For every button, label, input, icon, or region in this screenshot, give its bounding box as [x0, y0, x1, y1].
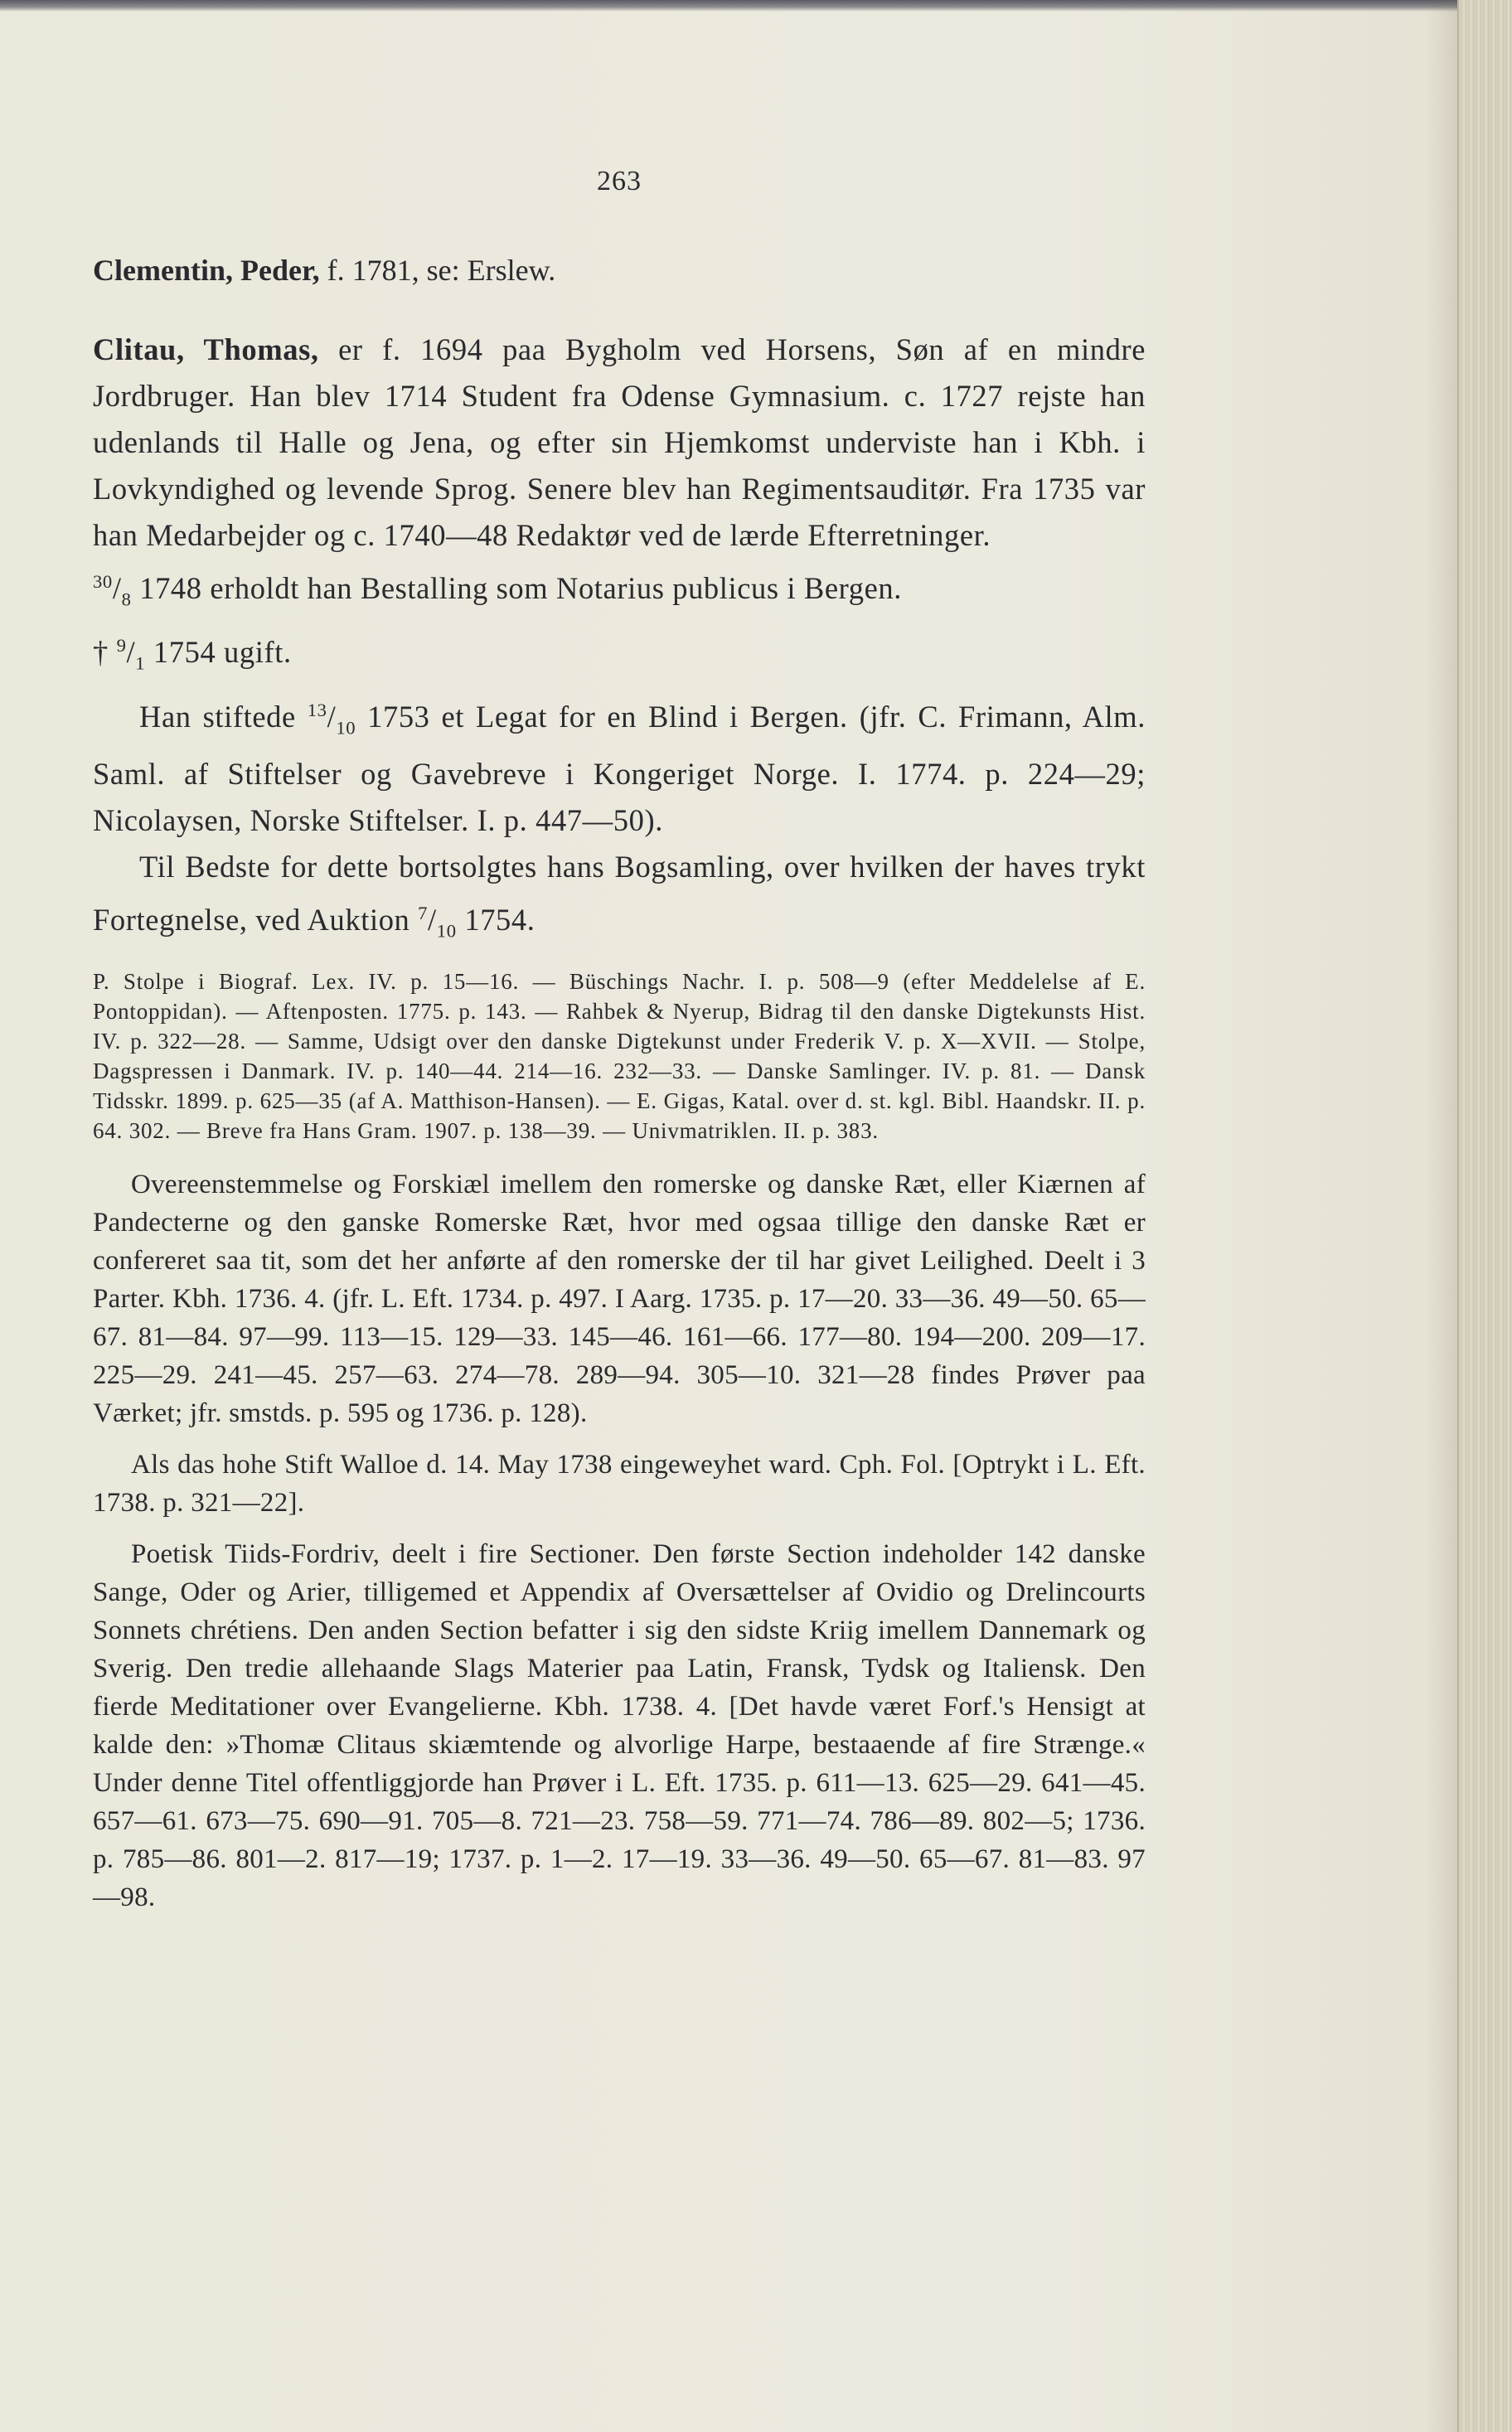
- auction-month: 10: [436, 920, 457, 942]
- clitau-biography: Clitau, Thomas, er f. 1694 paa Bygholm ved Horsens, Søn af en mindre Jordbruger. Han blev 1714 Student fra Odense Gymnasium. c. 1727 rejste han udenlands til Halle og Jena, og efter sin Hjemkomst underviste han i Kbh. i Lovkyndighed og levende Sprog. Senere blev han Regimentsauditør. Fra 1735 var han Medarbejder og c. 1740—48 Redaktør ved de lærde Efterretninger. $^{30}/_8$ 1748 erholdt han Bestalling som Notarius publicus i Bergen. † $^9/_1$ 1754 ugift.: [93, 332, 1146, 674]
- legat-prefix: Han stiftede: [139, 700, 308, 734]
- scan-top-edge: [0, 0, 1459, 12]
- legat-text: 1753 et Legat for en Blind i Bergen. (jfr. C. Frimann, Alm. Saml. af Stiftelser og Gavebreve i Kongeriget Norge. I. 1774. p. 224—29; Nicolaysen, Norske Stiftelser. I. p. 447—50).: [93, 700, 1146, 838]
- legat-paragraph: Han stiftede $^{13}/_{10}$ 1753 et Legat for en Blind i Bergen. (jfr. C. Frimann, Alm. Saml. af Stiftelser og Gavebreve i Kongeriget Norge. I. 1774. p. 224—29; Nicolaysen, Norske Stiftelser. I. p. 447—50).: [93, 699, 1146, 838]
- death-mark: †: [93, 635, 117, 670]
- date-day: 30: [93, 571, 113, 592]
- work-entry: Als das hohe Stift Walloe d. 14. May 1738 eingeweyhet ward. Cph. Fol. [Optrykt i L. Eft. 1738. p. 321—22].: [93, 1449, 1146, 1518]
- entry-name-clitau: Clitau, Thomas,: [93, 332, 319, 366]
- entry-text: f. 1781, se: Erslew.: [319, 254, 556, 287]
- date-month: 8: [121, 589, 132, 610]
- auction-day: 7: [418, 903, 429, 924]
- page-number: 263: [597, 166, 642, 196]
- references: P. Stolpe i Biograf. Lex. IV. p. 15—16. — Büschings Nachr. I. p. 508—9 (efter Meddelelse af E. Pontoppidan). — Aftenposten. 1775. p. 143. — Rahbek & Nyerup, Bidrag til den danske Digtekunsts Hist. IV. p. 322—28. — Samme, Udsigt over den danske Digtekunst under Frederik V. p. X—XVII. — Stolpe, Dagspressen i Danmark. IV. p. 140—44. 214—16. 232—33. — Danske Samlinger. IV. p. 81. — Dansk Tidsskr. 1899. p. 625—35 (af A. Matthison-Hansen). — E. Gigas, Katal. over d. st. kgl. Bibl. Haandskr. II. p. 64. 302. — Breve fra Hans Gram. 1907. p. 138—39. — Univmatriklen. II. p. 383.: [93, 968, 1146, 1143]
- death-day: 9: [116, 635, 127, 656]
- clitau-bestalling-text: 1748 erholdt han Bestalling som Notarius publicus i Bergen.: [131, 571, 902, 606]
- legat-month: 10: [336, 717, 356, 739]
- legat-day: 13: [307, 699, 327, 720]
- document-page: [93, 166, 1146, 1930]
- entry-name: Clementin, Peder,: [93, 254, 320, 287]
- work-entry: Overeenstemmelse og Forskiæl imellem den romerske og danske Ræt, eller Kiærnen af Pandecterne og den ganske Romerske Ræt, hvor med ogsaa tillige den danske Ræt er confereret saa tit, som det her anførte af den romerske der til har givet Leilighed. Deelt i 3 Parter. Kbh. 1736. 4. (jfr. L. Eft. 1734. p. 497. I Aarg. 1735. p. 17—20. 33—36. 49—50. 65—67. 81—84. 97—99. 113—15. 129—33. 145—46. 161—66. 177—80. 194—200. 209—17. 225—29. 241—45. 257—63. 274—78. 289—94. 305—10. 321—28 findes Prøver paa Værket; jfr. smstds. p. 595 og 1736. p. 128).: [93, 1169, 1146, 1428]
- auction-year: 1754.: [456, 903, 536, 937]
- entry-clementin: [93, 247, 1146, 293]
- death-month: 1: [135, 652, 146, 674]
- work-entry: Poetisk Tiids-Fordriv, deelt i fire Sectioner. Den første Section indeholder 142 danske Sange, Oder og Arier, tilligemed et Appendix af Oversættelser af Ovidio og Drelincourts Sonnets chrétiens. Den anden Section befatter i sig den sidste Kriig imellem Dannemark og Sverig. Den tredie allehaande Slags Materier paa Latin, Fransk, Tydsk og Italiensk. Den fierde Meditationer over Evangelierne. Kbh. 1738. 4. [Det havde været Forf.'s Hensigt at kalde den: »Thomæ Clitaus skiæmtende og alvorlige Harpe, bestaaende af fire Strænge.« Under denne Titel offentliggjorde han Prøver i L. Eft. 1735. p. 611—13. 625—29. 641—45. 657—61. 673—75. 690—91. 705—8. 721—23. 758—59. 771—74. 786—89. 802—5; 1736. p. 785—86. 801—2. 817—19; 1737. p. 1—2. 17—19. 33—36. 49—50. 65—67. 81—83. 97—98.: [93, 1538, 1146, 1912]
- death-text: 1754 ugift.: [145, 635, 292, 670]
- auction-text: Til Bedste for dette bortsolgtes hans Bogsamling, over hvilken der haves trykt Fortegnelse, ved Auktion: [93, 850, 1146, 937]
- page-gutter-shadow: [1426, 0, 1459, 2432]
- book-page-edges: [1457, 0, 1512, 2432]
- clitau-bio-text: er f. 1694 paa Bygholm ved Horsens, Søn af en mindre Jordbruger. Han blev 1714 Student fra Odense Gymnasium. c. 1727 rejste han udenlands til Halle og Jena, og efter sin Hjemkomst underviste han i Kbh. i Lovkyndighed og levende Sprog. Senere blev han Regimentsauditør. Fra 1735 var han Medarbejder og c. 1740—48 Redaktør ved de lærde Efterretninger.: [93, 332, 1146, 552]
- auction-paragraph: Til Bedste for dette bortsolgtes hans Bogsamling, over hvilken der haves trykt Fortegnelse, ved Auktion $^7/_{10}$ 1754.: [93, 850, 1146, 942]
